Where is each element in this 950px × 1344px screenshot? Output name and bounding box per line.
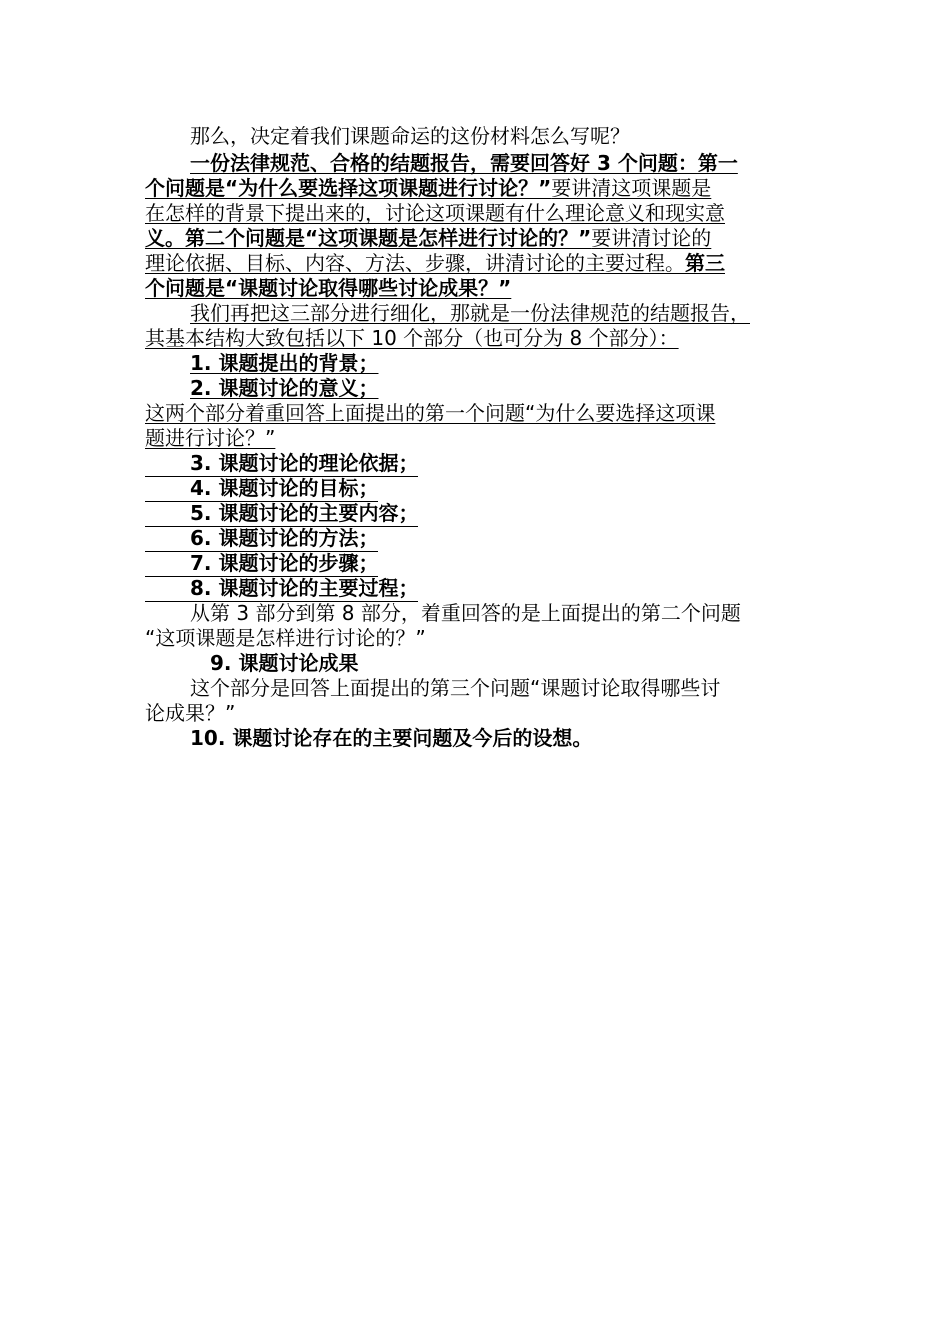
item-4-objectives: 4. 课题讨论的目标； <box>145 476 378 502</box>
para-three-questions-line-2 <box>145 176 711 201</box>
note-third-question-line-1: 这个部分是回答上面提出的第三个问题“课题讨论取得哪些讨 <box>190 676 721 700</box>
item-1-background: 1. 课题提出的背景； <box>190 351 379 375</box>
item-9-results: 9. 课题讨论成果 <box>210 651 359 675</box>
note-first-question-line-2: 题进行讨论？” <box>145 426 276 450</box>
note-first-question-line-1: 这两个部分着重回答上面提出的第一个问题“为什么要选择这项课 <box>145 401 716 425</box>
item-10-problems-and-plans: 10. 课题讨论存在的主要问题及今后的设想。 <box>190 726 593 750</box>
note-second-question-line-2: “这项课题是怎样进行讨论的？” <box>145 626 426 650</box>
item-5-main-content: 5. 课题讨论的主要内容； <box>145 501 418 527</box>
second-question-explanation: 要讲清讨论的 <box>591 226 712 250</box>
second-question-label: 义。第二个问题是“这项课题是怎样进行讨论的？” <box>145 226 592 250</box>
note-second-question-line-1: 从第 3 部分到第 8 部分，着重回答的是上面提出的第二个问题 <box>190 601 741 625</box>
intro-question: 那么，决定着我们课题命运的这份材料怎么写呢？ <box>190 124 630 148</box>
structure-intro-line-1: 我们再把这三部分进行细化，那就是一份法律规范的结题报告， <box>190 301 750 325</box>
first-question-explanation: 要讲清这项课题是 <box>551 176 712 200</box>
second-question-detail: 理论依据、目标、内容、方法、步骤，讲清讨论的主要过程。 <box>145 251 685 275</box>
para-three-questions-line-1: 一份法律规范、合格的结题报告，需要回答好 3 个问题：第一 <box>190 151 738 175</box>
para-three-questions-line-6: 个问题是“课题讨论取得哪些讨论成果？” <box>145 276 512 300</box>
note-third-question-line-2: 论成果？” <box>145 701 236 725</box>
third-question-start: 第三 <box>685 251 725 275</box>
item-8-main-process: 8. 课题讨论的主要过程； <box>145 576 418 602</box>
para-three-questions-line-4 <box>145 226 711 251</box>
para-three-questions-line-3: 在怎样的背景下提出来的，讨论这项课题有什么理论意义和现实意 <box>145 201 725 225</box>
item-6-methods: 6. 课题讨论的方法； <box>145 526 378 552</box>
structure-intro-line-2: 其基本结构大致包括以下 10 个部分（也可分为 8 个部分）： <box>145 326 679 350</box>
para-three-questions-line-5 <box>145 251 725 276</box>
item-3-theoretical-basis: 3. 课题讨论的理论依据； <box>145 451 418 477</box>
first-question-label: 个问题是“为什么要选择这项课题进行讨论？” <box>145 176 552 200</box>
item-7-steps: 7. 课题讨论的步骤； <box>145 551 378 577</box>
item-2-significance: 2. 课题讨论的意义； <box>190 376 379 400</box>
